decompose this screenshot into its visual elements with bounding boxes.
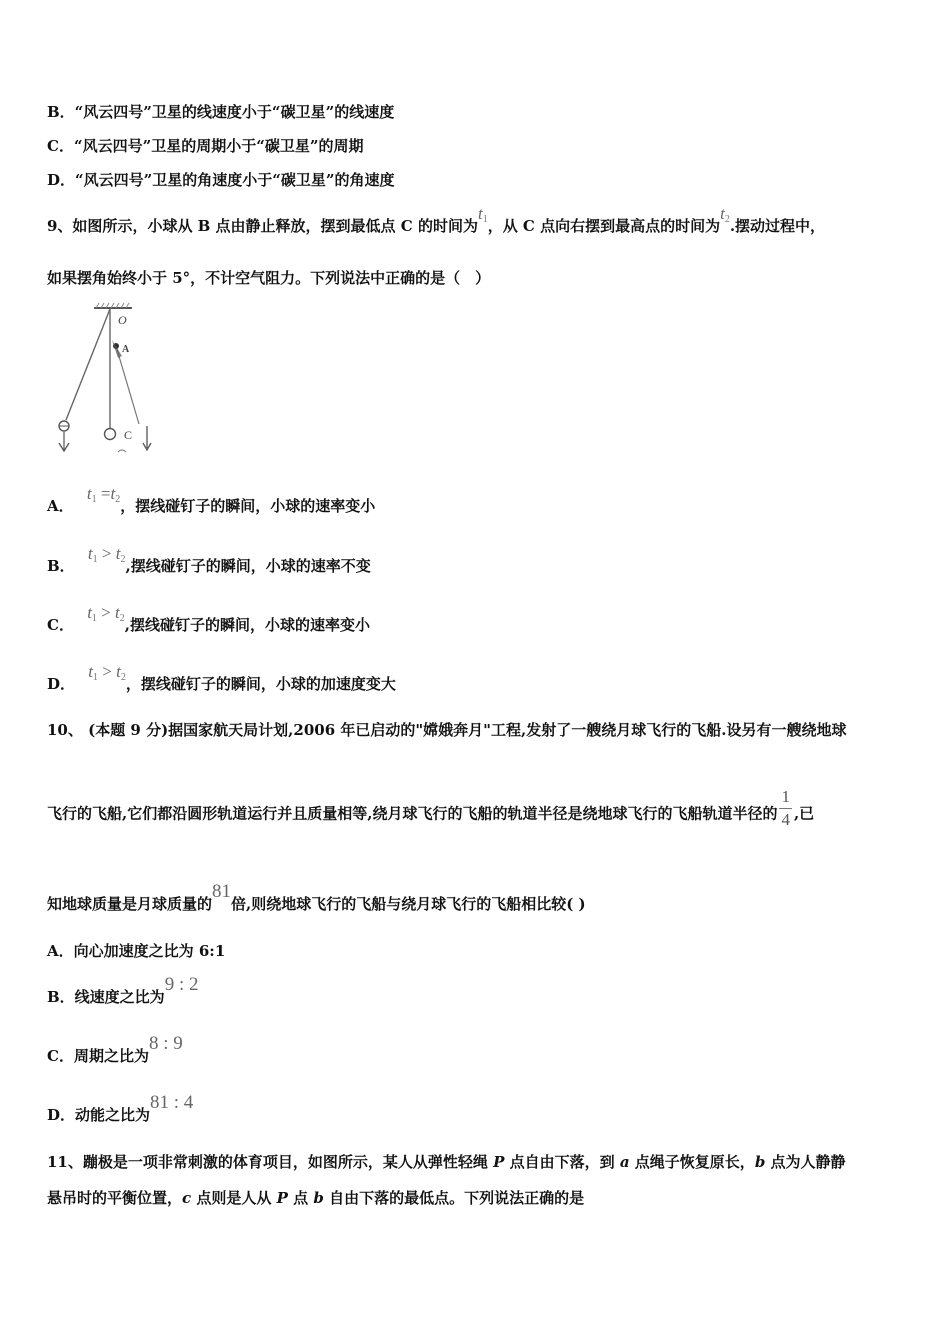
- label-o: O: [118, 313, 127, 327]
- q10-option-c: C．周期之比为8 : 9: [47, 1033, 183, 1065]
- q9-option-c: C． $t_1 > t_2$,摆线碰钉子的瞬间，小球的速率变小: [47, 603, 370, 634]
- q8-option-b: B．“风云四号”卫星的线速度小于“碳卫星”的线速度: [47, 103, 395, 121]
- q11-stem-line1: 11、蹦极是一项非常刺激的体育项目，如图所示，某人从弹性轻绳 P 点自由下落，到 a 点绳子恢复原长，b 点为人静静: [47, 1153, 846, 1171]
- q9-stem-line2: 如果摆角始终小于 5°，不计空气阻力。下列说法中正确的是（ ）: [47, 269, 491, 287]
- q8-option-c: C．“风云四号”卫星的周期小于“碳卫星”的周期: [47, 137, 364, 155]
- q10-option-a: A．向心加速度之比为 6:1: [47, 942, 226, 960]
- q9-option-b: B． $t_1 > t_2$,摆线碰钉子的瞬间，小球的速率不变: [47, 544, 371, 575]
- q9-option-d: D． $t_1 > t_2$，摆线碰钉子的瞬间，小球的加速度变大: [47, 662, 396, 693]
- label-a: A: [122, 344, 130, 355]
- pendulum-figure: [52, 302, 164, 456]
- q8-option-d: D．“风云四号”卫星的角速度小于“碳卫星”的角速度: [47, 171, 395, 189]
- q9-option-a: A． $t_1 =t_2$，摆线碰钉子的瞬间，小球的速率变小: [47, 484, 376, 515]
- mass-ratio: 81: [212, 881, 232, 902]
- label-c: C: [124, 428, 133, 442]
- q10-option-b: B．线速度之比为9 : 2: [47, 974, 199, 1006]
- q10-option-d: D．动能之比为81 : 4: [47, 1092, 194, 1124]
- q10-stem-line2: 飞行的飞船,它们都沿圆形轨道运行并且质量相等,绕月球飞行的飞船的轨道半径是绕地球飞行的飞船轨道半径的 $\frac{1}{4}$ ,已: [47, 787, 815, 829]
- q9-stem-line1: 9、如图所示，小球从 B 点由静止释放，摆到最低点 C 的时间为$t_1$，从 C 点向右摆到最高点的时间为$t_2$.摆动过程中，: [47, 204, 826, 235]
- t2-symbol: $t_2$: [720, 204, 730, 225]
- q10-stem-line3: 知地球质量是月球质量的81倍,则绕地球飞行的飞船与绕月球飞行的飞船相比较( ): [47, 881, 586, 913]
- q11-stem-line2: 悬吊时的平衡位置，c 点则是人从 P 点 b 自由下落的最低点。下列说法正确的是: [47, 1189, 585, 1207]
- t1-symbol: $t_1$: [477, 204, 488, 225]
- one-quarter-fraction: $\frac{1}{4}$: [781, 787, 790, 829]
- q10-stem-line1: 10、 (本题 9 分)据国家航天局计划,2006 年已启动的"嫦娥奔月"工程,发射了一艘绕月球飞行的飞船.设另有一艘绕地球: [47, 721, 847, 739]
